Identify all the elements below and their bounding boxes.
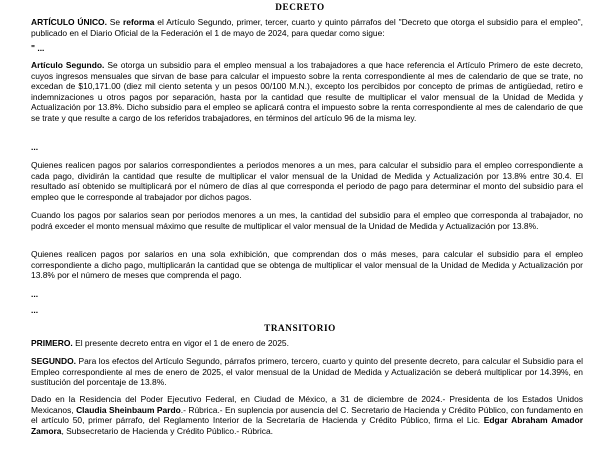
segundo-text: Para los efectos del Artículo Segundo, párrafos primero, tercero, cuarto y quinto del presente decreto, para calcular el Subsidio para el Empleo correspondiente al mes de enero de 2025, el valor mensual de la Unidad de Medida y Actualización se deberá multiplicar por 14.39%, en sustitución del porcentaje de 13.8%. bbox=[31, 356, 583, 388]
primero-paragraph bbox=[31, 338, 583, 349]
decreto-heading: DECRETO bbox=[275, 2, 325, 12]
firma-text-2: .- Rúbrica.- En suplencia por ausencia del C. Secretario de Hacienda y Crédito Público, con fundamento en el artículo 50, primer párrafo, del Reglamento Interior de la Secretaría de Hacienda y Crédito Público, firma el Lic. bbox=[31, 404, 583, 426]
quote-open-ellipsis: " ... bbox=[31, 43, 45, 53]
firma-text-1: Dado en la Residencia del Poder Ejecutivo Federal, en Ciudad de México, a 31 de diciembre de 2024.- Presidenta de los Estados Unidos Mexicanos, bbox=[31, 394, 583, 415]
articulo-unico-text-2: el Artículo Segundo, primer, tercer, cuarto y quinto párrafos del "Decreto que otorga el subsidio para el empleo", publicado en el Diario Oficial de la Federación el 1 de mayo de 2024, para quedar como sigue: bbox=[31, 17, 583, 38]
primero-text: El presente decreto entra en vigor el 1 de enero de 2025. bbox=[72, 338, 289, 348]
primero-label: PRIMERO. bbox=[31, 338, 73, 348]
ellipsis-1: ... bbox=[31, 142, 39, 152]
articulo-unico-label: ARTÍCULO ÚNICO. bbox=[31, 17, 107, 27]
articulo-unico-paragraph bbox=[31, 17, 583, 38]
subsecretario-name: Edgar Abraham Amador Zamora bbox=[31, 415, 583, 436]
firma-paragraph bbox=[31, 394, 583, 436]
articulo-segundo-paragraph bbox=[31, 60, 583, 124]
segundo-paragraph bbox=[31, 356, 583, 388]
articulo-segundo-label: Artículo Segundo. bbox=[31, 60, 105, 70]
paragraph-periodos: Quienes realicen pagos por salarios correspondientes a periodos menores a un mes, para calcular el subsidio para el empleo correspondiente a cada pago, dividirán la cantidad que resulte de multiplicar el valor mensual de la Unidad de Medida y Actualización por 13.8% entre 30.4. El resultado así obtenido se multiplicará por el número de días al que corresponda el periodo de pago para determinar el monto del subsidio para el empleo que le corresponde al trabajador por dichos pagos. bbox=[31, 160, 583, 202]
articulo-segundo-text: Se otorga un subsidio para el empleo mensual a los trabajadores a que hace referencia el Artículo Primero de este decreto, cuyos ingresos mensuales que sirvan de base para calcular el impuesto sobre la renta correspondiente al mes de calendario de que se trate, no excedan de $10,171.00 (diez mil ciento setenta y un pesos 00/100 M.N.), excepto los percibidos por concepto de primas de antigüedad, retiro e indemnizaciones u otros pagos por separación, hasta por la cantidad que resulte de multiplicar el valor mensual de la Unidad de Medida y Actualización por 13.8%. Dicho subsidio para el empleo se aplicará contra el impuesto sobre la renta correspondiente al mes de calendario de que se trate y que resulte a cargo de los referidos trabajadores, en términos del artículo 96 de la misma ley. bbox=[31, 60, 583, 123]
ellipsis-3: ... bbox=[31, 305, 39, 315]
reforma-label: reforma bbox=[122, 17, 155, 27]
presidenta-name: Claudia Sheinbaum Pardo bbox=[76, 404, 181, 415]
segundo-label: SEGUNDO. bbox=[31, 356, 77, 366]
firma-text-3: , Subsecretario de Hacienda y Crédito Público.- Rúbrica. bbox=[61, 425, 273, 436]
paragraph-menores: Cuando los pagos por salarios sean por periodos menores a un mes, la cantidad del subsidio para el empleo que corresponda al trabajador, no podrá exceder el monto mensual máximo que resulte de multiplicar el valor mensual de la Unidad de Medida y Actualización por 13.8%. bbox=[31, 210, 583, 231]
articulo-unico-text-1: Se bbox=[106, 17, 123, 27]
ellipsis-2: ... bbox=[31, 289, 39, 299]
paragraph-exhibicion: Quienes realicen pagos por salarios en una sola exhibición, que comprendan dos o más meses, para calcular el subsidio para el empleo correspondiente a dicho pago, multiplicarán la cantidad que se obtenga de multiplicar el valor mensual de la Unidad de Medida y Actualización por 13.8% por el número de meses que comprenda el pago. bbox=[31, 249, 583, 281]
transitorio-heading: TRANSITORIO bbox=[264, 323, 336, 333]
